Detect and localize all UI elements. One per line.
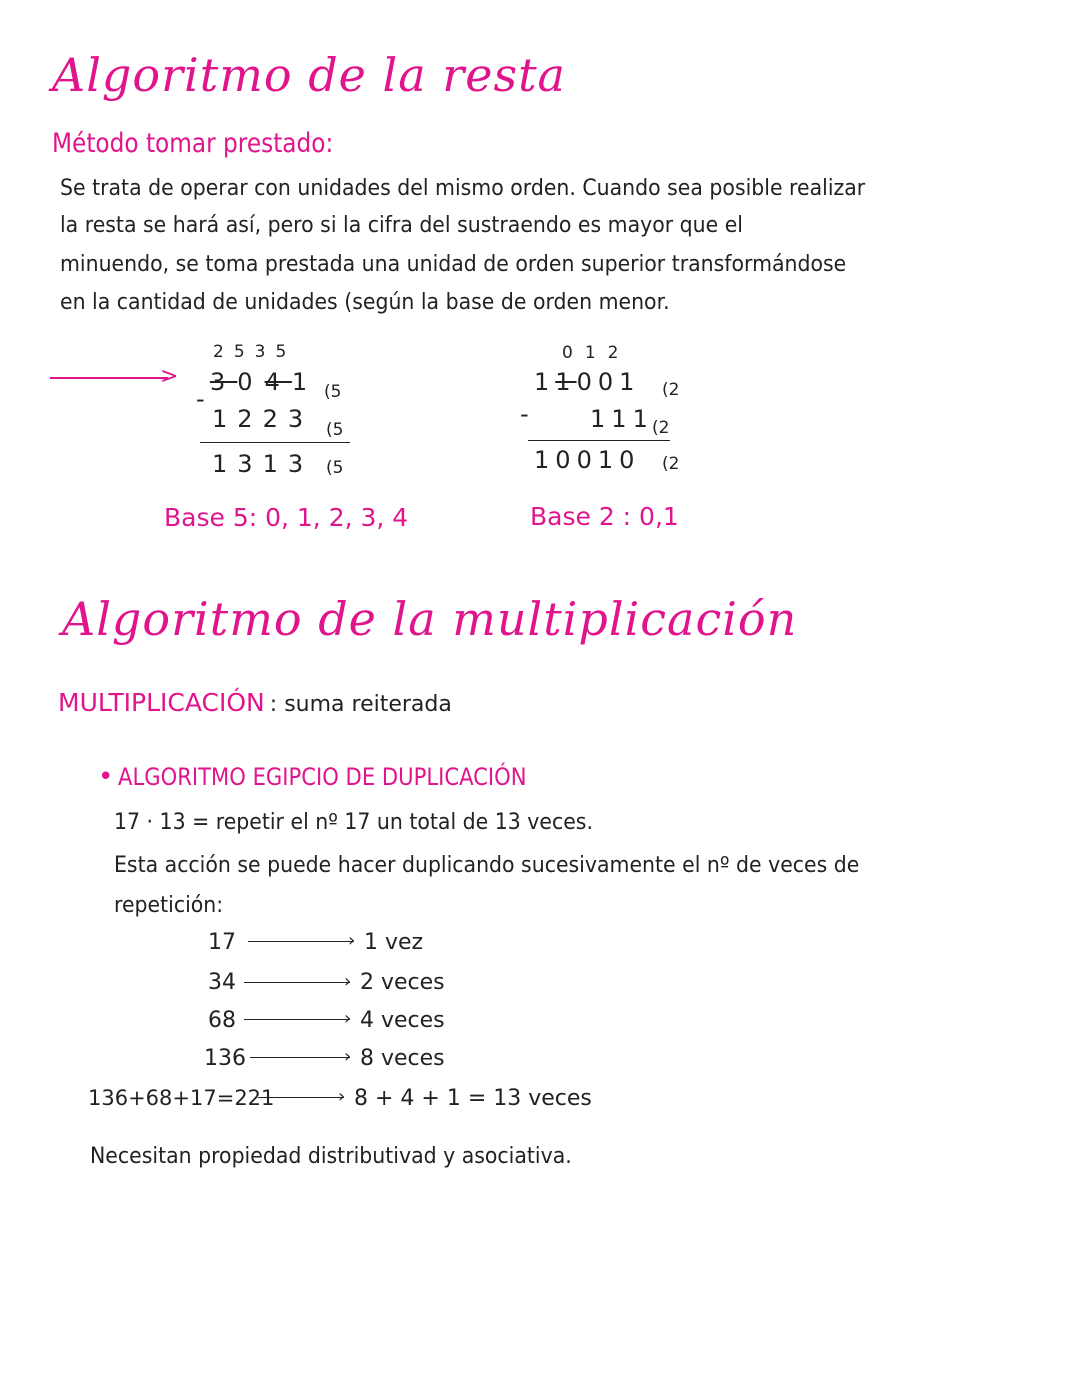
minuend-digits: 11001: [534, 368, 641, 396]
egyptian-line-1: 17 · 13 = repetir el nº 17 un total de 13 veces.: [114, 810, 593, 835]
minuend-digits: 3041: [210, 368, 320, 396]
egyptian-line-3: repetición:: [114, 893, 224, 918]
paragraph-line-2: la resta se hará así, pero si la cifra del sustraendo es mayor que el: [60, 213, 743, 238]
conclusion: Necesitan propiedad distributivad y asociativa.: [90, 1144, 572, 1169]
result-base: (5: [326, 458, 344, 478]
definition-line: [58, 688, 452, 717]
definition-label: MULTIPLICACIÓN: [58, 688, 265, 717]
result-base: (2: [662, 454, 680, 474]
paragraph-line-4: en la cantidad de unidades (según la base de orden menor.: [60, 290, 670, 315]
subtrahend-base: (5: [326, 420, 344, 440]
row-times: 8 veces: [360, 1046, 445, 1071]
row-times: 2 veces: [360, 970, 445, 995]
borrow-digits: 012: [562, 343, 631, 363]
row-value: 17: [208, 930, 236, 955]
result-digits: 10010: [534, 446, 641, 474]
result-digits: 1313: [212, 450, 314, 478]
borrow-digits: 2535: [213, 342, 297, 362]
paragraph-line-1: Se trata de operar con unidades del mismo orden. Cuando sea posible realizar: [60, 176, 866, 201]
row-times: 1 vez: [364, 930, 424, 955]
row-value: 34: [208, 970, 236, 995]
sum-rule: [528, 440, 670, 441]
egyptian-heading: [98, 762, 583, 792]
minuend-base: (5: [324, 382, 342, 402]
bullet-icon: •: [98, 762, 114, 792]
row-value: 136+68+17=221: [88, 1086, 275, 1110]
subtrahend-digits: 1223: [212, 405, 314, 433]
title-subtraction: Algoritmo de la resta: [52, 48, 566, 102]
row-value: 136: [204, 1046, 246, 1071]
minus-sign: -: [520, 400, 529, 428]
minuend-base: (2: [662, 380, 680, 400]
minus-sign: -: [196, 385, 205, 413]
method-title: Método tomar prestado:: [52, 128, 334, 159]
egyptian-title: ALGORITMO EGIPCIO DE DUPLICACIÓN: [118, 763, 527, 791]
definition-text: : suma reiterada: [269, 692, 452, 717]
subtrahend-base: (2: [652, 418, 670, 438]
subtrahend-digits: 111: [590, 405, 654, 433]
egyptian-line-2: Esta acción se puede hacer duplicando sucesivamente el nº de veces de: [114, 853, 860, 878]
base2-label: Base 2 : 0,1: [530, 502, 679, 531]
base5-label: Base 5: 0, 1, 2, 3, 4: [164, 503, 409, 532]
row-value: 68: [208, 1008, 236, 1033]
row-times: 8 + 4 + 1 = 13 veces: [354, 1086, 592, 1111]
paragraph-line-3: minuendo, se toma prestada una unidad de orden superior transformándose: [60, 252, 847, 277]
sum-rule: [200, 442, 350, 443]
title-multiplication: Algoritmo de la multiplicación: [62, 592, 798, 646]
row-times: 4 veces: [360, 1008, 445, 1033]
